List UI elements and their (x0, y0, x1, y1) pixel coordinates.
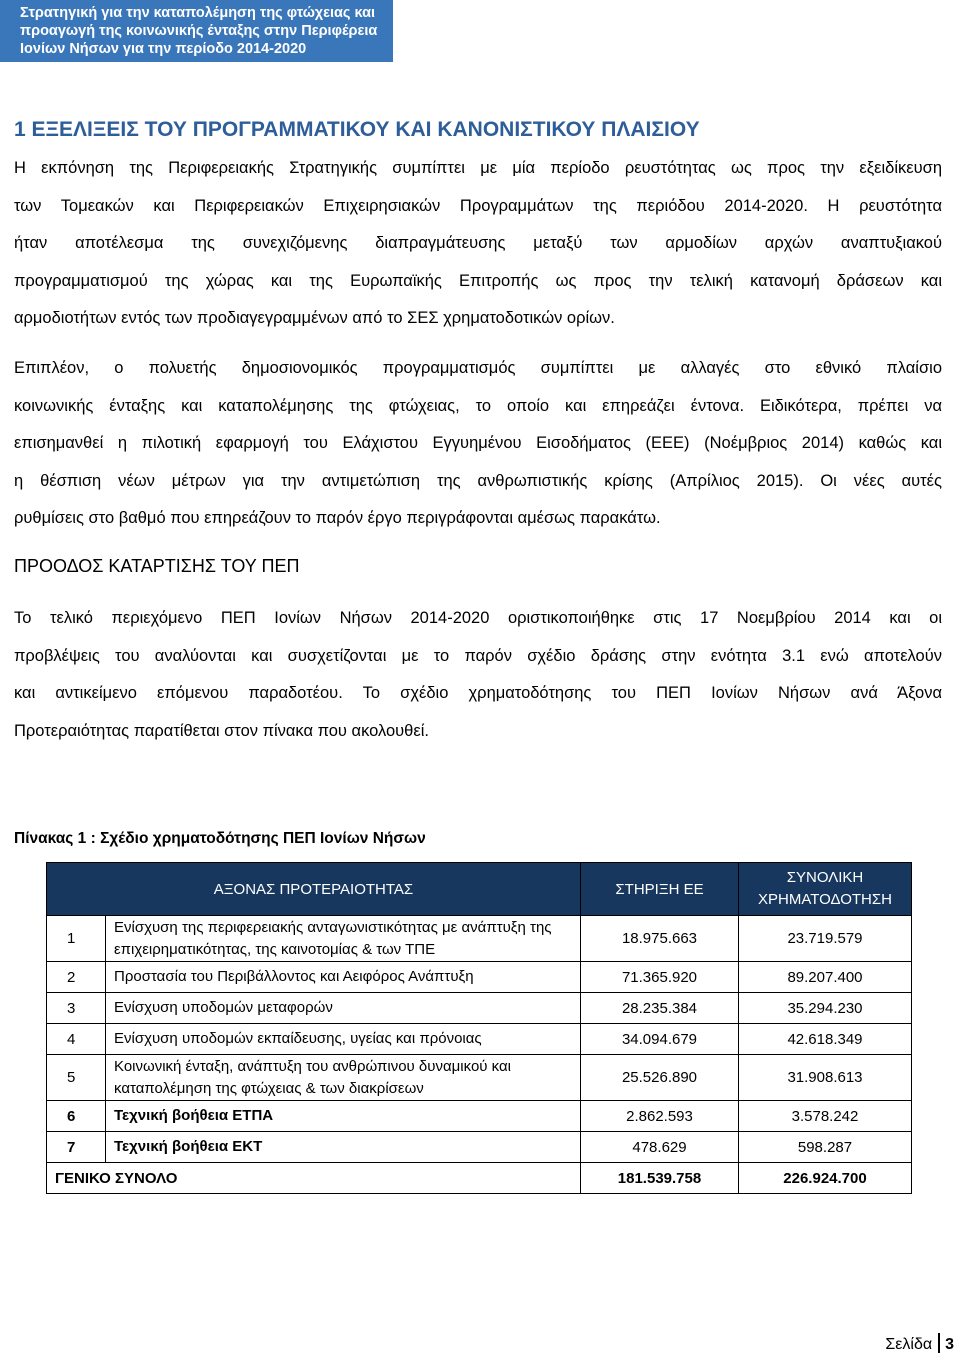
paragraph-2-line: ρυθμίσεις στο βαθμό που επηρεάζουν το παρόν έργο περιγράφονται αμέσως παρακάτω. (14, 509, 661, 527)
table-row (47, 993, 912, 1024)
row-total: 23.719.579 (739, 916, 912, 962)
row-eu-support: 2.862.593 (581, 1101, 739, 1132)
row-axis: Τεχνική βοήθεια ΕΤΠΑ (106, 1101, 581, 1132)
document-header-banner (0, 0, 393, 62)
table-row (47, 1132, 912, 1163)
paragraph-1-line: προγραμματισμού της χώρας και της Ευρωπαϊκής Επιτροπής ως προς την τελική κατανομή δράσεων και (14, 271, 942, 290)
row-total: 598.287 (739, 1132, 912, 1163)
paragraph-2-line: επισημανθεί η πιλοτική εφαρμογή του Ελάχιστου Εγγυημένου Εισοδήματος (ΕΕΕ) (Νοέμβριος 2014) καθώς και (14, 434, 942, 452)
row-eu-support: 478.629 (581, 1132, 739, 1163)
row-axis: Τεχνική βοήθεια ΕΚΤ (106, 1132, 581, 1163)
financing-table (46, 862, 912, 1194)
header-eu-support: ΣΤΗΡΙΞΗ ΕΕ (581, 863, 739, 916)
row-eu-support: 28.235.384 (581, 993, 739, 1024)
row-number: 2 (47, 962, 106, 993)
table-row (47, 962, 912, 993)
paragraph-3-line: και αντικείμενο επόμενου παραδοτέου. Το σχέδιο χρηματοδότησης του ΠΕΠ Ιονίων Νήσων ανά Άξονα (14, 684, 942, 702)
table-row (47, 1055, 912, 1101)
header-axis: ΑΞΟΝΑΣ ΠΡΟΤΕΡΑΙΟΤΗΤΑΣ (47, 863, 581, 916)
row-eu-support: 18.975.663 (581, 916, 739, 962)
paragraph-2-line: η θέσπιση νέων μέτρων για την αντιμετώπιση της ανθρωπιστικής κρίσης (Απρίλιος 2015). Οι νέες αυτές (14, 471, 942, 490)
paragraph-3-line: προβλέψεις του αναλύονται και συσχετίζονται με το παρόν σχέδιο δράσης στην ενότητα 3.1 ενώ αποτελούν (14, 646, 942, 665)
table-row (47, 1101, 912, 1132)
row-eu-support: 34.094.679 (581, 1024, 739, 1055)
row-total: 89.207.400 (739, 962, 912, 993)
paragraph-2 (14, 350, 942, 538)
row-number: 7 (47, 1132, 106, 1163)
paragraph-1 (14, 150, 942, 338)
paragraph-2-line: κοινωνικής ένταξης και καταπολέμησης της φτώχειας, το οποίο και επηρεάζει έντονα. Ειδικότερα, πρέπει να (14, 396, 942, 415)
header-line-3: Ιονίων Νήσων για την περίοδο 2014-2020 (20, 41, 307, 57)
grand-total-label: ΓΕΝΙΚΟ ΣΥΝΟΛΟ (47, 1163, 581, 1194)
header-line-1: Στρατηγική για την καταπολέμηση της φτώχειας και (20, 5, 376, 21)
paragraph-1-line: ήταν αποτέλεσμα της συνεχιζόμενης διαπραγμάτευσης μεταξύ των αρμοδίων αρχών αναπτυξιακού (14, 234, 942, 252)
page-label: Σελίδα (885, 1336, 933, 1353)
grand-total-funding: 226.924.700 (739, 1163, 912, 1194)
row-axis: Ενίσχυση υποδομών μεταφορών (106, 993, 581, 1024)
paragraph-3 (14, 600, 942, 750)
row-number: 1 (47, 916, 106, 962)
header-total-line-1: ΣΥΝΟΛΙΚΗ (786, 869, 864, 886)
table-caption: Πίνακας 1 : Σχέδιο χρηματοδότησης ΠΕΠ Ιονίων Νήσων (14, 830, 426, 847)
row-total: 35.294.230 (739, 993, 912, 1024)
row-eu-support: 71.365.920 (581, 962, 739, 993)
row-total: 3.578.242 (739, 1101, 912, 1132)
row-total: 31.908.613 (739, 1055, 912, 1101)
row-axis: Προστασία του Περιβάλλοντος και Αειφόρος Ανάπτυξη (106, 962, 581, 993)
row-axis: Κοινωνική ένταξη, ανάπτυξη του ανθρώπινου δυναμικού και καταπολέμηση της φτώχειας & των διακρίσεων (106, 1055, 581, 1101)
row-number: 6 (47, 1101, 106, 1132)
page-footer (885, 1333, 954, 1354)
row-axis: Ενίσχυση της περιφερειακής ανταγωνιστικότητας με ανάπτυξη της επιχειρηματικότητας, της καινοτομίας & των ΤΠΕ (106, 916, 581, 962)
row-axis: Ενίσχυση υποδομών εκπαίδευσης, υγείας και πρόνοιας (106, 1024, 581, 1055)
row-eu-support: 25.526.890 (581, 1055, 739, 1101)
chapter-heading: 1 ΕΞΕΛΙΞΕΙΣ ΤΟΥ ΠΡΟΓΡΑΜΜΑΤΙΚΟΥ ΚΑΙ ΚΑΝΟΝΙΣΤΙΚΟΥ ΠΛΑΙΣΙΟΥ (14, 118, 700, 141)
table-row (47, 916, 912, 962)
paragraph-1-line: αρμοδιοτήτων εντός των προδιαγεγραμμένων από το ΣΕΣ χρηματοδοτικών ορίων. (14, 309, 615, 327)
paragraph-3-line: Προτεραιότητας παρατίθεται στον πίνακα που ακολουθεί. (14, 721, 429, 740)
row-number: 5 (47, 1055, 106, 1101)
table-header-row (47, 863, 912, 916)
grand-total-eu-support: 181.539.758 (581, 1163, 739, 1194)
page-number: 3 (945, 1336, 954, 1353)
table-row (47, 1024, 912, 1055)
paragraph-1-line: των Τομεακών και Περιφερειακών Επιχειρησιακών Προγραμμάτων της περιόδου 2014-2020. Η ρευστότητα (14, 196, 942, 215)
header-total-funding (739, 863, 912, 916)
footer-divider (938, 1333, 940, 1353)
header-total-line-2: ΧΡΗΜΑΤΟΔΟΤΗΣΗ (758, 891, 892, 908)
row-number: 3 (47, 993, 106, 1024)
paragraph-1-line: Η εκπόνηση της Περιφερειακής Στρατηγικής συμπίπτει με μία περίοδο ρευστότητας ως προς την εξειδίκευση (14, 159, 942, 177)
row-number: 4 (47, 1024, 106, 1055)
paragraph-3-line: Το τελικό περιεχόμενο ΠΕΠ Ιονίων Νήσων 2014-2020 οριστικοποιήθηκε στις 17 Νοεμβρίου 2014 και οι (14, 609, 942, 627)
header-line-2: προαγωγή της κοινωνικής ένταξης στην Περιφέρεια (20, 23, 378, 39)
table-total-row (47, 1163, 912, 1194)
section-title: ΠΡΟΟΔΟΣ ΚΑΤΑΡΤΙΣΗΣ ΤΟΥ ΠΕΠ (14, 556, 300, 576)
paragraph-2-line: Επιπλέον, ο πολυετής δημοσιονομικός προγραμματισμός συμπίπτει με αλλαγές στο εθνικό πλαίσιο (14, 359, 942, 377)
row-total: 42.618.349 (739, 1024, 912, 1055)
